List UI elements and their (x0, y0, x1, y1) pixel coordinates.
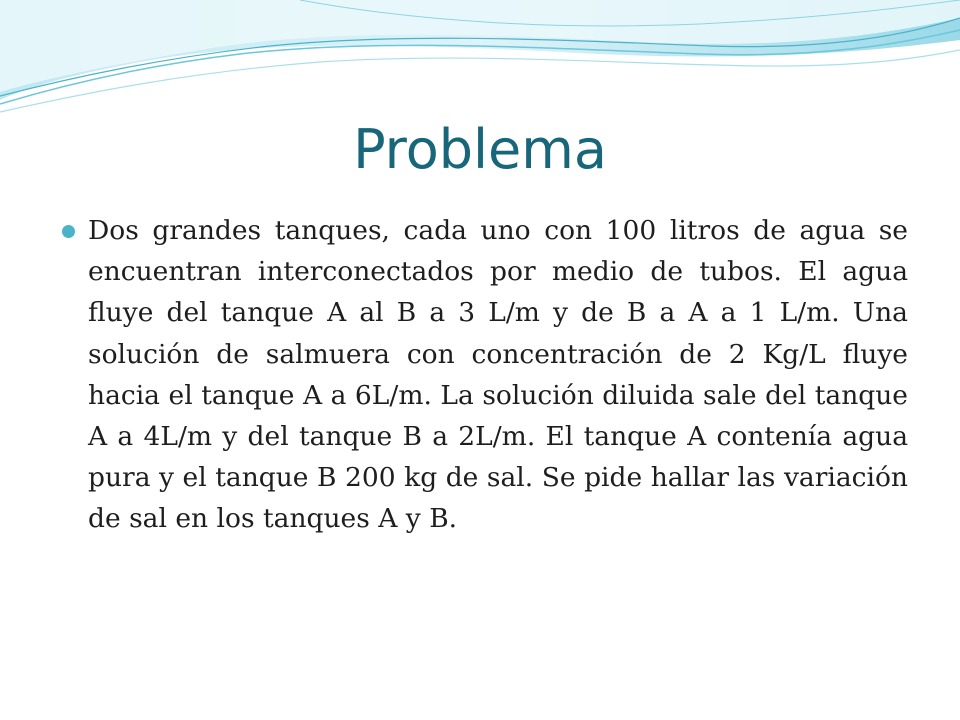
slide-title: Problema (353, 118, 607, 181)
problem-statement: Dos grandes tanques, cada uno con 100 litros de agua se encuentran interconectados por medio de tubos. El agua fluye del tanque A al B a 3 L/m y de B a A a 1 L/m. Una solución de salmuera con concentración de 2 Kg/L fluye hacia el tanque A a 6L/m. La solución diluida sale del tanque A a 4L/m y del tanque B a 2L/m. El tanque A contenía agua pura y el tanque B 200 kg de sal. Se pide hallar las variación de sal en los tanques A y B. (88, 215, 908, 535)
bullet-item (60, 210, 908, 540)
wave-header-decoration (0, 0, 960, 120)
bullet-list (60, 210, 908, 540)
bullet-dot-icon (62, 225, 75, 238)
